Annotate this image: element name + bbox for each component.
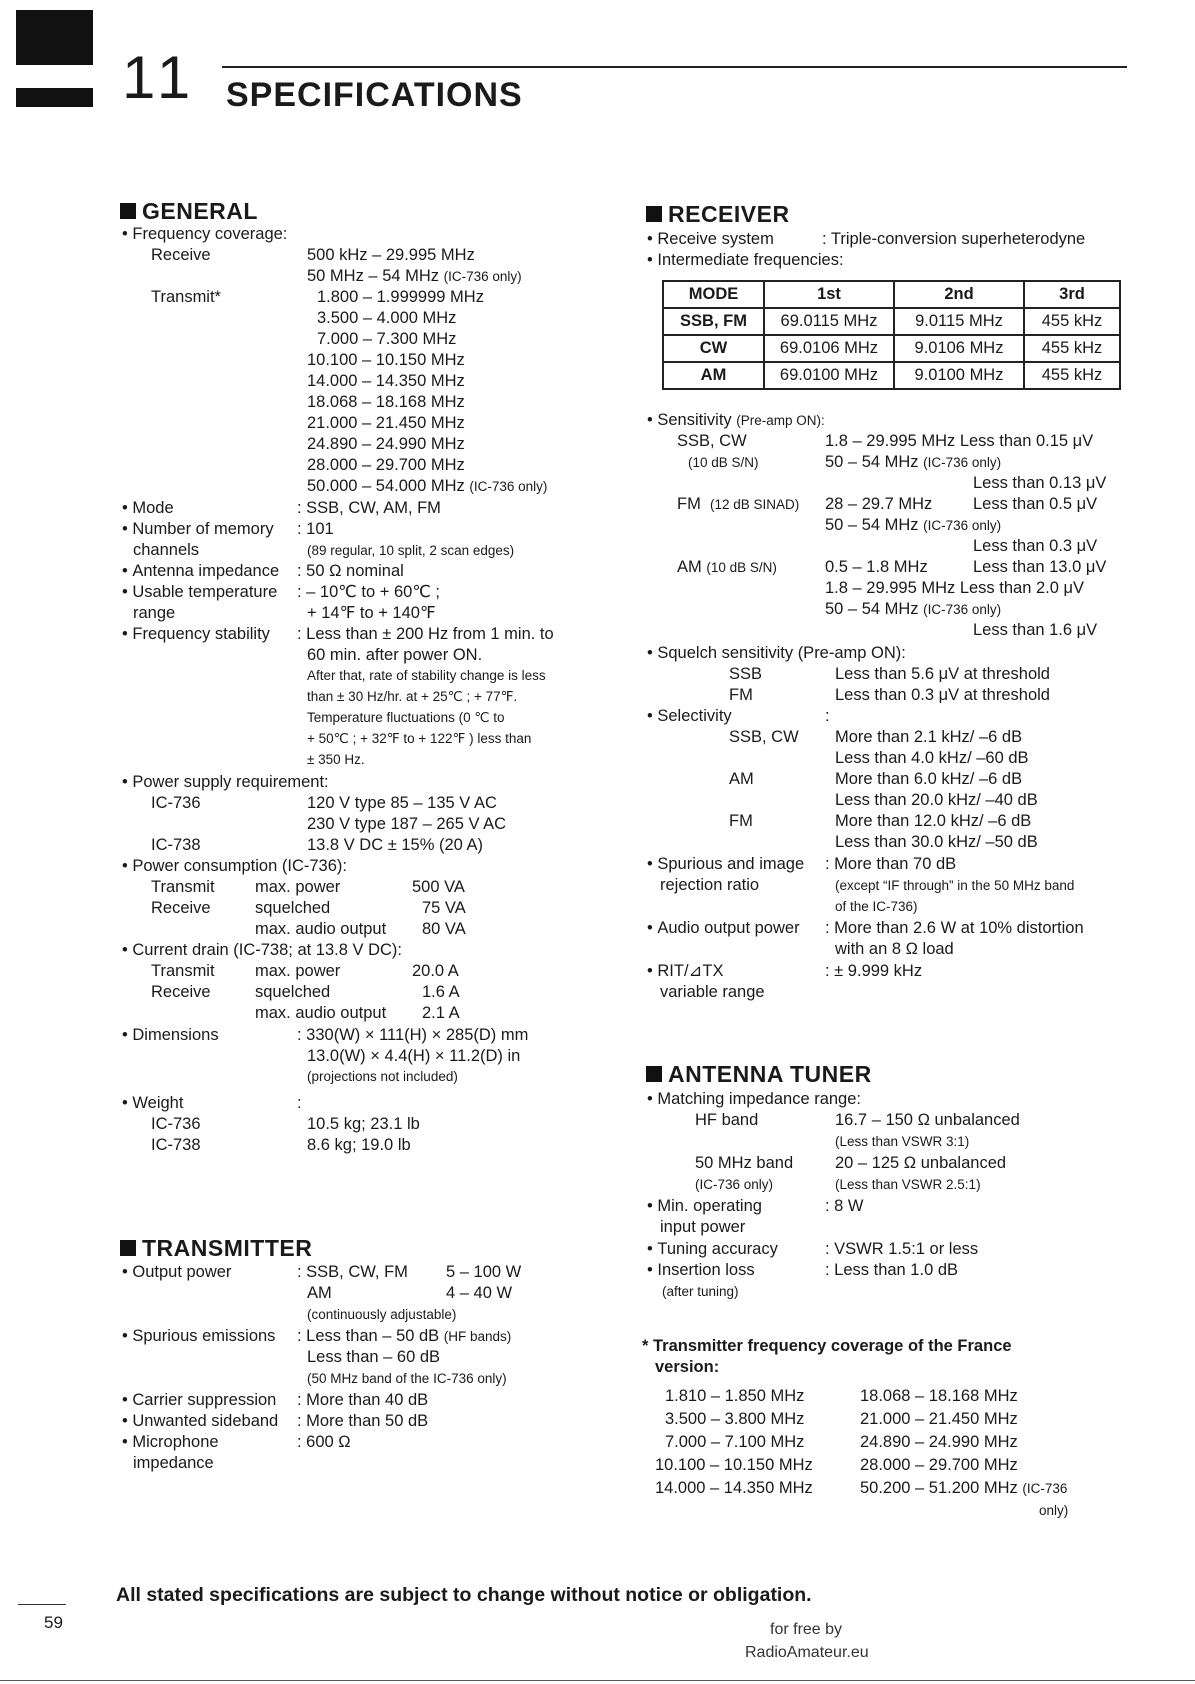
- spec-note: only): [1039, 1503, 1069, 1518]
- spec-line: • RIT/⊿TX: [647, 962, 724, 980]
- spec-label: max. audio output: [255, 1004, 387, 1022]
- chapter-tab-bottom: [16, 88, 93, 107]
- spec-label: Receive: [151, 246, 211, 264]
- spec-note: (Less than VSWR 3:1): [835, 1134, 970, 1149]
- header-rule: [222, 66, 1127, 68]
- spec-value: 20.0 A: [412, 962, 459, 980]
- spec-line: • Microphone: [122, 1433, 219, 1451]
- spec-line: • Tuning accuracy: [647, 1240, 778, 1258]
- spec-value: 50 – 54 MHz (IC-736 only): [825, 516, 1002, 534]
- spec-line: • Frequency stability: [122, 625, 270, 643]
- spec-line: • Unwanted sideband: [122, 1412, 279, 1430]
- table-cell: 9.0115 MHz: [894, 308, 1024, 335]
- france-range: 21.000 – 21.450 MHz: [860, 1410, 1018, 1428]
- spec-value: 7.000 – 7.300 MHz: [317, 330, 457, 348]
- spec-line: • Power supply requirement:: [122, 773, 329, 791]
- spec-line: • Output power: [122, 1263, 232, 1281]
- spec-label: HF band: [695, 1111, 759, 1129]
- spec-value: 80 VA: [422, 920, 466, 938]
- spec-note: (89 regular, 10 split, 2 scan edges): [307, 543, 515, 558]
- spec-label: IC-738: [151, 836, 201, 854]
- spec-label: Transmit: [151, 878, 215, 896]
- table-header: 2nd: [894, 281, 1024, 308]
- spec-label: AM (10 dB S/N): [677, 558, 777, 576]
- spec-line: • Carrier suppression: [122, 1391, 277, 1409]
- footer-notice: All stated specifications are subject to change without notice or obligation.: [116, 1584, 812, 1606]
- table-cell: 455 kHz: [1024, 308, 1120, 335]
- spec-label: max. power: [255, 962, 341, 980]
- table-cell: 9.0106 MHz: [894, 335, 1024, 362]
- spec-line: • Audio output power: [647, 919, 800, 937]
- spec-line: • Insertion loss: [647, 1261, 755, 1279]
- spec-note: (Less than VSWR 2.5:1): [835, 1177, 981, 1192]
- chapter-tab-top: [16, 10, 93, 65]
- spec-value: More than 6.0 kHz/ –6 dB: [835, 770, 1023, 788]
- table-cell: CW: [663, 335, 764, 362]
- spec-value: : Less than ± 200 Hz from 1 min. to: [297, 625, 554, 643]
- spec-label: 50 MHz band: [695, 1154, 794, 1172]
- spec-label: Receive: [151, 983, 211, 1001]
- spec-value: : SSB, CW, AM, FM: [297, 499, 441, 517]
- section-square-icon: [120, 1240, 136, 1256]
- receiver-heading: RECEIVER: [646, 203, 790, 226]
- spec-value: Less than 1.6 μV: [973, 621, 1098, 639]
- france-range: 1.810 – 1.850 MHz: [665, 1387, 805, 1405]
- spec-label: impedance: [133, 1454, 214, 1472]
- table-cell: 9.0100 MHz: [894, 362, 1024, 389]
- spec-value: 50 MHz – 54 MHz (IC-736 only): [307, 267, 522, 285]
- spec-label: IC-738: [151, 1136, 201, 1154]
- spec-line: • Matching impedance range:: [647, 1090, 861, 1108]
- france-range: 7.000 – 7.100 MHz: [665, 1433, 805, 1451]
- spec-value: : 330(W) × 111(H) × 285(D) mm: [297, 1026, 529, 1044]
- spec-note: of the IC-736): [835, 899, 918, 914]
- spec-value: :: [825, 707, 830, 725]
- spec-line: • Usable temperature: [122, 583, 278, 601]
- spec-value: Less than 0.3 μV at threshold: [835, 686, 1050, 704]
- spec-value: AM: [307, 1284, 332, 1302]
- page-number: 59: [44, 1613, 63, 1632]
- spec-label: FM: [729, 812, 753, 830]
- spec-line: • Antenna impedance: [122, 562, 280, 580]
- spec-value: 0.5 – 1.8 MHz: [825, 558, 928, 576]
- spec-line: • Spurious and image: [647, 855, 805, 873]
- spec-value: 1.8 – 29.995 MHz Less than 0.15 μV: [825, 432, 1094, 450]
- spec-value: 3.500 – 4.000 MHz: [317, 309, 457, 327]
- spec-note: + 50℃ ; + 32℉ to + 122℉ ) less than: [307, 731, 532, 746]
- spec-value: : More than 70 dB: [825, 855, 957, 873]
- spec-line: • Weight: [122, 1094, 184, 1112]
- spec-value: : SSB, CW, FM: [297, 1263, 408, 1281]
- table-row: [663, 362, 1120, 389]
- spec-line: • Sensitivity (Pre-amp ON):: [647, 411, 825, 429]
- spec-value: : Less than 1.0 dB: [825, 1261, 959, 1279]
- spec-value: 1.800 – 1.999999 MHz: [317, 288, 484, 306]
- spec-label: input power: [660, 1218, 746, 1236]
- spec-label: IC-736: [151, 1115, 201, 1133]
- table-header-row: [663, 281, 1120, 308]
- spec-value: 500 VA: [412, 878, 465, 896]
- spec-label: AM: [729, 770, 754, 788]
- spec-label: FM (12 dB SINAD): [677, 495, 800, 513]
- spec-value: : Triple-conversion superheterodyne: [822, 230, 1086, 248]
- spec-value: : More than 50 dB: [297, 1412, 429, 1430]
- spec-value: Less than 20.0 kHz/ –40 dB: [835, 791, 1038, 809]
- spec-note: (projections not included): [307, 1069, 458, 1084]
- france-range: 14.000 – 14.350 MHz: [655, 1479, 813, 1497]
- credit-line-2: RadioAmateur.eu: [745, 1644, 869, 1661]
- spec-value: :: [297, 1094, 302, 1112]
- spec-line: • Min. operating: [647, 1197, 762, 1215]
- spec-value: Less than 0.5 μV: [973, 495, 1098, 513]
- spec-value: More than 2.1 kHz/ –6 dB: [835, 728, 1023, 746]
- spec-label: SSB, CW: [729, 728, 799, 746]
- spec-label: range: [133, 604, 176, 622]
- table-cell: AM: [663, 362, 764, 389]
- spec-value: 1.8 – 29.995 MHz Less than 2.0 μV: [825, 579, 1084, 597]
- spec-value: 1.6 A: [422, 983, 460, 1001]
- spec-note: (after tuning): [662, 1284, 739, 1299]
- page-number-rule: [18, 1604, 66, 1605]
- spec-value: More than 12.0 kHz/ –6 dB: [835, 812, 1032, 830]
- spec-label: SSB: [729, 665, 763, 683]
- spec-value: 14.000 – 14.350 MHz: [307, 372, 465, 390]
- spec-label: squelched: [255, 983, 331, 1001]
- spec-note: Temperature fluctuations (0 ℃ to: [307, 710, 505, 725]
- table-header: 1st: [764, 281, 894, 308]
- spec-value: : More than 2.6 W at 10% distortion: [825, 919, 1084, 937]
- spec-value: 120 V type 85 – 135 V AC: [307, 794, 497, 812]
- spec-value: 60 min. after power ON.: [307, 646, 483, 664]
- spec-value: 10.5 kg; 23.1 lb: [307, 1115, 420, 1133]
- spec-note: After that, rate of stability change is less: [307, 668, 546, 683]
- table-cell: 69.0115 MHz: [764, 308, 894, 335]
- spec-value: 20 – 125 Ω unbalanced: [835, 1154, 1007, 1172]
- if-frequency-table: [662, 280, 1121, 390]
- spec-note: (50 MHz band of the IC-736 only): [307, 1371, 507, 1386]
- spec-line: • Intermediate frequencies:: [647, 251, 844, 269]
- spec-label: Transmit*: [151, 288, 221, 306]
- spec-value: 75 VA: [422, 899, 466, 917]
- spec-line: • Frequency coverage:: [122, 225, 288, 243]
- spec-value: 50 – 54 MHz (IC-736 only): [825, 600, 1002, 618]
- spec-value: : 50 Ω nominal: [297, 562, 404, 580]
- spec-line: • Dimensions: [122, 1026, 219, 1044]
- spec-line: • Squelch sensitivity (Pre-amp ON):: [647, 644, 906, 662]
- spec-value: Less than – 60 dB: [307, 1348, 441, 1366]
- table-row: [663, 308, 1120, 335]
- table-cell: 69.0106 MHz: [764, 335, 894, 362]
- spec-value: 13.0(W) × 4.4(H) × 11.2(D) in: [307, 1047, 521, 1065]
- spec-line: • Number of memory: [122, 520, 274, 538]
- spec-label: squelched: [255, 899, 331, 917]
- spec-value: 50 – 54 MHz (IC-736 only): [825, 453, 1002, 471]
- chapter-number: 11: [122, 44, 197, 111]
- spec-note: (except “IF through” in the 50 MHz band: [835, 878, 1075, 893]
- spec-value: : 600 Ω: [297, 1433, 351, 1451]
- spec-value: 18.068 – 18.168 MHz: [307, 393, 465, 411]
- france-note-title: * Transmitter frequency coverage of the France: [642, 1337, 1012, 1355]
- spec-value: 21.000 – 21.450 MHz: [307, 414, 465, 432]
- spec-line: • Selectivity: [647, 707, 732, 725]
- spec-value: : 101: [297, 520, 334, 538]
- spec-value: : VSWR 1.5:1 or less: [825, 1240, 979, 1258]
- france-note-title-2: version:: [655, 1358, 720, 1376]
- spec-value: 13.8 V DC ± 15% (20 A): [307, 836, 483, 854]
- spec-line: • Receive system: [647, 230, 774, 248]
- spec-label: Transmit: [151, 962, 215, 980]
- spec-note: ± 350 Hz.: [307, 752, 365, 767]
- table-header: 3rd: [1024, 281, 1120, 308]
- spec-value: Less than 13.0 μV: [973, 558, 1107, 576]
- spec-value: Less than 0.3 μV: [973, 537, 1098, 555]
- spec-line: • Mode: [122, 499, 174, 517]
- spec-value: 230 V type 187 – 265 V AC: [307, 815, 507, 833]
- spec-value: 4 – 40 W: [446, 1284, 513, 1302]
- spec-value: 16.7 – 150 Ω unbalanced: [835, 1111, 1020, 1129]
- chapter-title: SPECIFICATIONS: [226, 76, 523, 114]
- section-square-icon: [120, 203, 136, 219]
- spec-label: FM: [729, 686, 753, 704]
- spec-value: 28.000 – 29.700 MHz: [307, 456, 465, 474]
- spec-line: • Spurious emissions: [122, 1327, 276, 1345]
- france-range: 10.100 – 10.150 MHz: [655, 1456, 813, 1474]
- spec-value: : Less than – 50 dB (HF bands): [297, 1327, 512, 1345]
- spec-label: rejection ratio: [660, 876, 760, 894]
- spec-value: Less than 30.0 kHz/ –50 dB: [835, 833, 1038, 851]
- spec-label: max. power: [255, 878, 341, 896]
- spec-value: 8.6 kg; 19.0 lb: [307, 1136, 411, 1154]
- table-row: [663, 335, 1120, 362]
- spec-value: with an 8 Ω load: [835, 940, 954, 958]
- spec-value: 24.890 – 24.990 MHz: [307, 435, 465, 453]
- spec-label: max. audio output: [255, 920, 387, 938]
- spec-line: • Current drain (IC-738; at 13.8 V DC):: [122, 941, 402, 959]
- section-square-icon: [646, 206, 662, 222]
- spec-value: 50.000 – 54.000 MHz (IC-736 only): [307, 477, 548, 495]
- spec-value: 5 – 100 W: [446, 1263, 522, 1281]
- table-cell: SSB, FM: [663, 308, 764, 335]
- spec-label: channels: [133, 541, 200, 559]
- spec-value: 500 kHz – 29.995 MHz: [307, 246, 475, 264]
- transmitter-heading: TRANSMITTER: [120, 1237, 312, 1260]
- spec-note: (continuously adjustable): [307, 1307, 457, 1322]
- spec-value: Less than 5.6 μV at threshold: [835, 665, 1050, 683]
- bottom-rule: [0, 1680, 1195, 1681]
- antenna-tuner-heading: ANTENNA TUNER: [646, 1063, 872, 1086]
- spec-value: 28 – 29.7 MHz: [825, 495, 933, 513]
- france-range: 50.200 – 51.200 MHz (IC-736: [860, 1479, 1068, 1497]
- spec-label: IC-736: [151, 794, 201, 812]
- france-range: 24.890 – 24.990 MHz: [860, 1433, 1018, 1451]
- spec-note: (IC-736 only): [695, 1177, 774, 1192]
- spec-value: : ± 9.999 kHz: [825, 962, 923, 980]
- spec-note: (10 dB S/N): [688, 455, 759, 470]
- france-range: 18.068 – 18.168 MHz: [860, 1387, 1018, 1405]
- general-heading: GENERAL: [120, 200, 258, 223]
- spec-label: Receive: [151, 899, 211, 917]
- spec-line: • Power consumption (IC-736):: [122, 857, 347, 875]
- spec-label: variable range: [660, 983, 765, 1001]
- spec-value: Less than 0.13 μV: [973, 474, 1107, 492]
- spec-value: : 8 W: [825, 1197, 864, 1215]
- france-range: 28.000 – 29.700 MHz: [860, 1456, 1018, 1474]
- spec-value: + 14℉ to + 140℉: [307, 604, 436, 622]
- table-cell: 455 kHz: [1024, 362, 1120, 389]
- spec-label: SSB, CW: [677, 432, 747, 450]
- table-header: MODE: [663, 281, 764, 308]
- table-cell: 69.0100 MHz: [764, 362, 894, 389]
- spec-value: 2.1 A: [422, 1004, 460, 1022]
- spec-value: Less than 4.0 kHz/ –60 dB: [835, 749, 1029, 767]
- section-square-icon: [646, 1066, 662, 1082]
- table-cell: 455 kHz: [1024, 335, 1120, 362]
- spec-value: : More than 40 dB: [297, 1391, 429, 1409]
- spec-note: than ± 30 Hz/hr. at + 25℃ ; + 77℉.: [307, 689, 518, 704]
- spec-value: 10.100 – 10.150 MHz: [307, 351, 465, 369]
- credit-line-1: for free by: [770, 1621, 843, 1638]
- france-range: 3.500 – 3.800 MHz: [665, 1410, 805, 1428]
- spec-value: : – 10℃ to + 60℃ ;: [297, 583, 441, 601]
